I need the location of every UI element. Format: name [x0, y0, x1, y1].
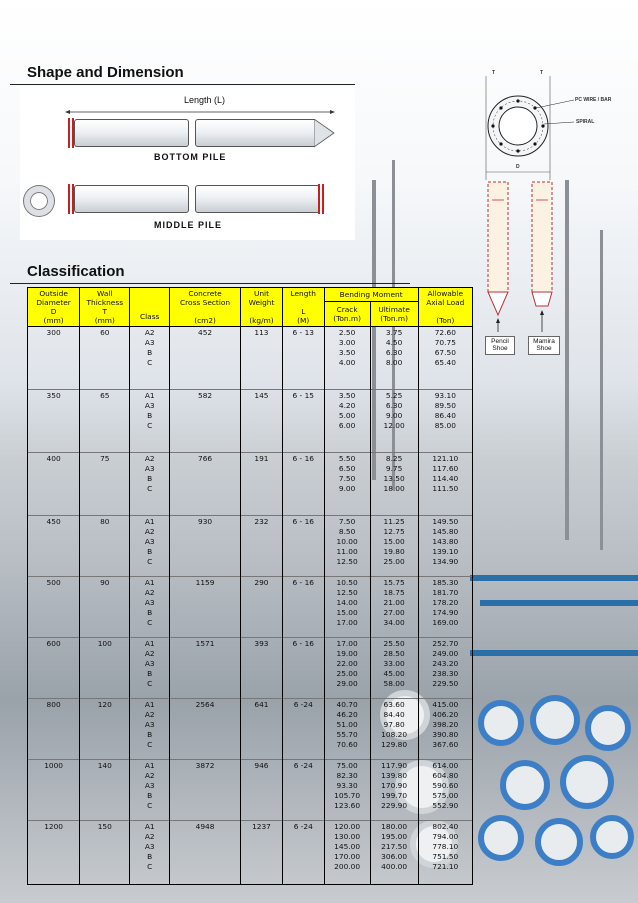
col-bending-moment: Bending Moment: [324, 288, 418, 302]
cell-cross-section: 1571: [170, 638, 241, 699]
pile-end-plate: [318, 184, 324, 214]
steel-beam: [470, 650, 638, 656]
header-text: (mm): [43, 316, 64, 325]
cell-outside-diameter: 350: [28, 390, 80, 453]
cell-outside-diameter: 450: [28, 516, 80, 577]
pencil-shoe-label: Pencil Shoe: [485, 336, 515, 355]
length-label: Length (L): [184, 95, 226, 105]
cell-ultimate: 5.25 6.30 9.00 12.00: [370, 390, 418, 453]
header-text: (M): [297, 316, 310, 325]
cell-class: A1 A2 A3 B C: [130, 821, 170, 885]
header-text: L: [301, 307, 306, 316]
t-right-label: T: [540, 70, 544, 76]
col-unit-weight: [241, 288, 283, 327]
col-class: [130, 288, 170, 327]
cell-unit-weight: 1237: [241, 821, 283, 885]
cell-cross-section: 2564: [170, 699, 241, 760]
cell-unit-weight: 191: [241, 453, 283, 516]
cell-outside-diameter: 1000: [28, 760, 80, 821]
cell-cross-section: 1159: [170, 577, 241, 638]
header-text: (Ton.m): [380, 314, 408, 324]
cell-cross-section: 930: [170, 516, 241, 577]
col-outside-diameter: [28, 288, 80, 327]
cell-unit-weight: 232: [241, 516, 283, 577]
header-text: (cm2): [194, 316, 216, 325]
bottom-pile-body-left: [74, 119, 189, 147]
cell-outside-diameter: 800: [28, 699, 80, 760]
header-text: (kg/m): [249, 316, 274, 325]
cell-length: 6 - 16: [282, 638, 324, 699]
cell-length: 6 - 16: [282, 577, 324, 638]
col-ultimate: [370, 302, 418, 327]
cell-unit-weight: 641: [241, 699, 283, 760]
cell-class: A1 A2 A3 B C: [130, 516, 170, 577]
cell-axial-load: 614.00 604.80 590.60 575.00 552.90: [418, 760, 472, 821]
heading-rule: [10, 84, 355, 85]
pc-wire-label: PC WIRE / BAR: [575, 97, 612, 103]
table-header-row: [28, 288, 473, 302]
cell-wall-thickness: 80: [80, 516, 130, 577]
header-text: Thickness: [86, 298, 124, 307]
col-cross-section: [170, 288, 241, 327]
cell-unit-weight: 393: [241, 638, 283, 699]
header-text: Cross Section: [180, 298, 231, 307]
cell-axial-load: 72.60 70.75 67.50 65.40: [418, 327, 472, 390]
pencil-tip: [314, 119, 336, 149]
cell-ultimate: 15.75 18.75 21.00 27.00 34.00: [370, 577, 418, 638]
cell-ultimate: 63.60 84.40 97.80 108.20 129.80: [370, 699, 418, 760]
pipe-end: [478, 815, 524, 861]
cell-crack: 5.50 6.50 7.50 9.00: [324, 453, 370, 516]
cell-crack: 2.50 3.00 3.50 4.00: [324, 327, 370, 390]
header-text: T: [102, 307, 108, 316]
d-label: D: [516, 164, 520, 170]
table-row: [28, 699, 473, 760]
header-text: (Ton.m): [333, 314, 361, 324]
length-dimension-arrow: [65, 108, 335, 116]
section-heading-shape: Shape and Dimension: [27, 64, 184, 81]
pipe-end: [590, 815, 634, 859]
steel-beam: [470, 575, 638, 581]
steel-beam: [480, 600, 638, 606]
col-allowable-axial-load: [418, 288, 472, 327]
cell-ultimate: 180.00 195.00 217.50 306.00 400.00: [370, 821, 418, 885]
cell-axial-load: 93.10 89.50 86.40 85.00: [418, 390, 472, 453]
table-row: [28, 821, 473, 885]
cell-axial-load: 415.00 406.20 398.20 390.80 367.60: [418, 699, 472, 760]
cell-wall-thickness: 120: [80, 699, 130, 760]
cell-wall-thickness: 140: [80, 760, 130, 821]
table-row: [28, 327, 473, 390]
col-crack: [324, 302, 370, 327]
header-text: (mm): [94, 316, 115, 325]
middle-pile-body-left: [74, 185, 189, 213]
cell-wall-thickness: 60: [80, 327, 130, 390]
cell-wall-thickness: 150: [80, 821, 130, 885]
section-heading-classification: Classification: [27, 263, 125, 280]
cell-crack: 3.50 4.20 5.00 6.00: [324, 390, 370, 453]
table-row: [28, 516, 473, 577]
pile-cross-section: [478, 70, 628, 360]
header-text: Unit: [253, 289, 269, 298]
table-row: [28, 577, 473, 638]
cell-length: 6 - 13: [282, 327, 324, 390]
cell-class: A1 A2 A3 B C: [130, 638, 170, 699]
cross-section-drawing: [478, 70, 628, 360]
cell-unit-weight: 290: [241, 577, 283, 638]
mamira-shoe-label: Mamira Shoe: [528, 336, 560, 355]
bottom-pile-label: BOTTOM PILE: [154, 152, 227, 162]
cell-length: 6 -24: [282, 821, 324, 885]
cell-axial-load: 252.70 249.00 243.20 238.30 229.50: [418, 638, 472, 699]
cell-ultimate: 11.25 12.75 15.00 19.80 25.00: [370, 516, 418, 577]
col-wall-thickness: [80, 288, 130, 327]
cell-ultimate: 8.25 9.75 13.50 18.00: [370, 453, 418, 516]
cell-length: 6 -24: [282, 760, 324, 821]
cell-axial-load: 185.30 181.70 178.20 174.90 169.00: [418, 577, 472, 638]
bottom-pile-body-right: [195, 119, 315, 147]
cell-cross-section: 3872: [170, 760, 241, 821]
header-text: Crack: [336, 305, 358, 315]
header-text: Ultimate: [378, 305, 410, 315]
cell-outside-diameter: 600: [28, 638, 80, 699]
header-text: Wall: [97, 289, 113, 298]
pile-section-ring: [24, 186, 54, 216]
table-row: [28, 390, 473, 453]
cell-class: A1 A3 B C: [130, 390, 170, 453]
cell-class: A1 A2 A3 B C: [130, 760, 170, 821]
cell-length: 6 - 16: [282, 516, 324, 577]
spiral-label: SPIRAL: [576, 119, 595, 125]
cell-outside-diameter: 400: [28, 453, 80, 516]
cell-unit-weight: 113: [241, 327, 283, 390]
cell-crack: 75.00 82.30 93.30 105.70 123.60: [324, 760, 370, 821]
header-text: Concrete: [188, 289, 222, 298]
pipe-end: [478, 700, 524, 746]
cell-class: A1 A2 A3 B C: [130, 699, 170, 760]
cell-ultimate: 3.75 4.50 6.30 8.00: [370, 327, 418, 390]
cell-wall-thickness: 75: [80, 453, 130, 516]
header-text: Axial Load: [426, 298, 465, 307]
header-text: Length: [290, 289, 316, 298]
cell-length: 6 - 16: [282, 453, 324, 516]
pipe-end: [500, 760, 550, 810]
cell-crack: 40.70 46.20 51.00 55.70 70.60: [324, 699, 370, 760]
heading-rule: [10, 283, 410, 284]
middle-pile-label: MIDDLE PILE: [154, 220, 223, 230]
col-length: [282, 288, 324, 327]
table-row: [28, 638, 473, 699]
cell-class: A1 A2 A3 B C: [130, 577, 170, 638]
cell-cross-section: 582: [170, 390, 241, 453]
cell-axial-load: 802.40 794.00 778.10 751.50 721.10: [418, 821, 472, 885]
cell-class: A2 A3 B C: [130, 453, 170, 516]
pipe-end: [530, 695, 580, 745]
table-row: [28, 453, 473, 516]
header-text: Class: [139, 311, 160, 321]
cell-ultimate: 117.90 139.80 170.90 199.70 229.90: [370, 760, 418, 821]
header-text: Diameter: [36, 298, 71, 307]
cell-crack: 120.00 130.00 145.00 170.00 200.00: [324, 821, 370, 885]
t-left-label: T: [492, 70, 496, 76]
table-row: [28, 760, 473, 821]
cell-cross-section: 452: [170, 327, 241, 390]
classification-table: [27, 287, 473, 885]
cell-outside-diameter: 500: [28, 577, 80, 638]
cell-wall-thickness: 100: [80, 638, 130, 699]
cell-crack: 10.50 12.50 14.00 15.00 17.00: [324, 577, 370, 638]
cell-length: 6 - 15: [282, 390, 324, 453]
header-text: (Ton): [436, 316, 455, 325]
cell-crack: 7.50 8.50 10.00 11.00 12.50: [324, 516, 370, 577]
cell-ultimate: 25.50 28.50 33.00 45.00 58.00: [370, 638, 418, 699]
pipe-end: [535, 818, 583, 866]
cell-axial-load: 149.50 145.80 143.80 139.10 134.90: [418, 516, 472, 577]
cell-unit-weight: 145: [241, 390, 283, 453]
cell-cross-section: 766: [170, 453, 241, 516]
header-text: Allowable: [427, 289, 464, 298]
header-text: Outside: [39, 289, 68, 298]
cell-unit-weight: 946: [241, 760, 283, 821]
cell-wall-thickness: 65: [80, 390, 130, 453]
cell-crack: 17.00 19.00 22.00 25.00 29.00: [324, 638, 370, 699]
cell-length: 6 -24: [282, 699, 324, 760]
pipe-end: [560, 755, 614, 809]
cell-outside-diameter: 300: [28, 327, 80, 390]
cell-cross-section: 4948: [170, 821, 241, 885]
cell-wall-thickness: 90: [80, 577, 130, 638]
cell-axial-load: 121.10 117.60 114.40 111.50: [418, 453, 472, 516]
cell-outside-diameter: 1200: [28, 821, 80, 885]
pile-drawing: [20, 88, 355, 240]
header-text: Weight: [248, 298, 275, 307]
header-text: D: [50, 307, 57, 316]
pipe-end: [585, 705, 631, 751]
cell-class: A2 A3 B C: [130, 327, 170, 390]
middle-pile-body-right: [195, 185, 320, 213]
